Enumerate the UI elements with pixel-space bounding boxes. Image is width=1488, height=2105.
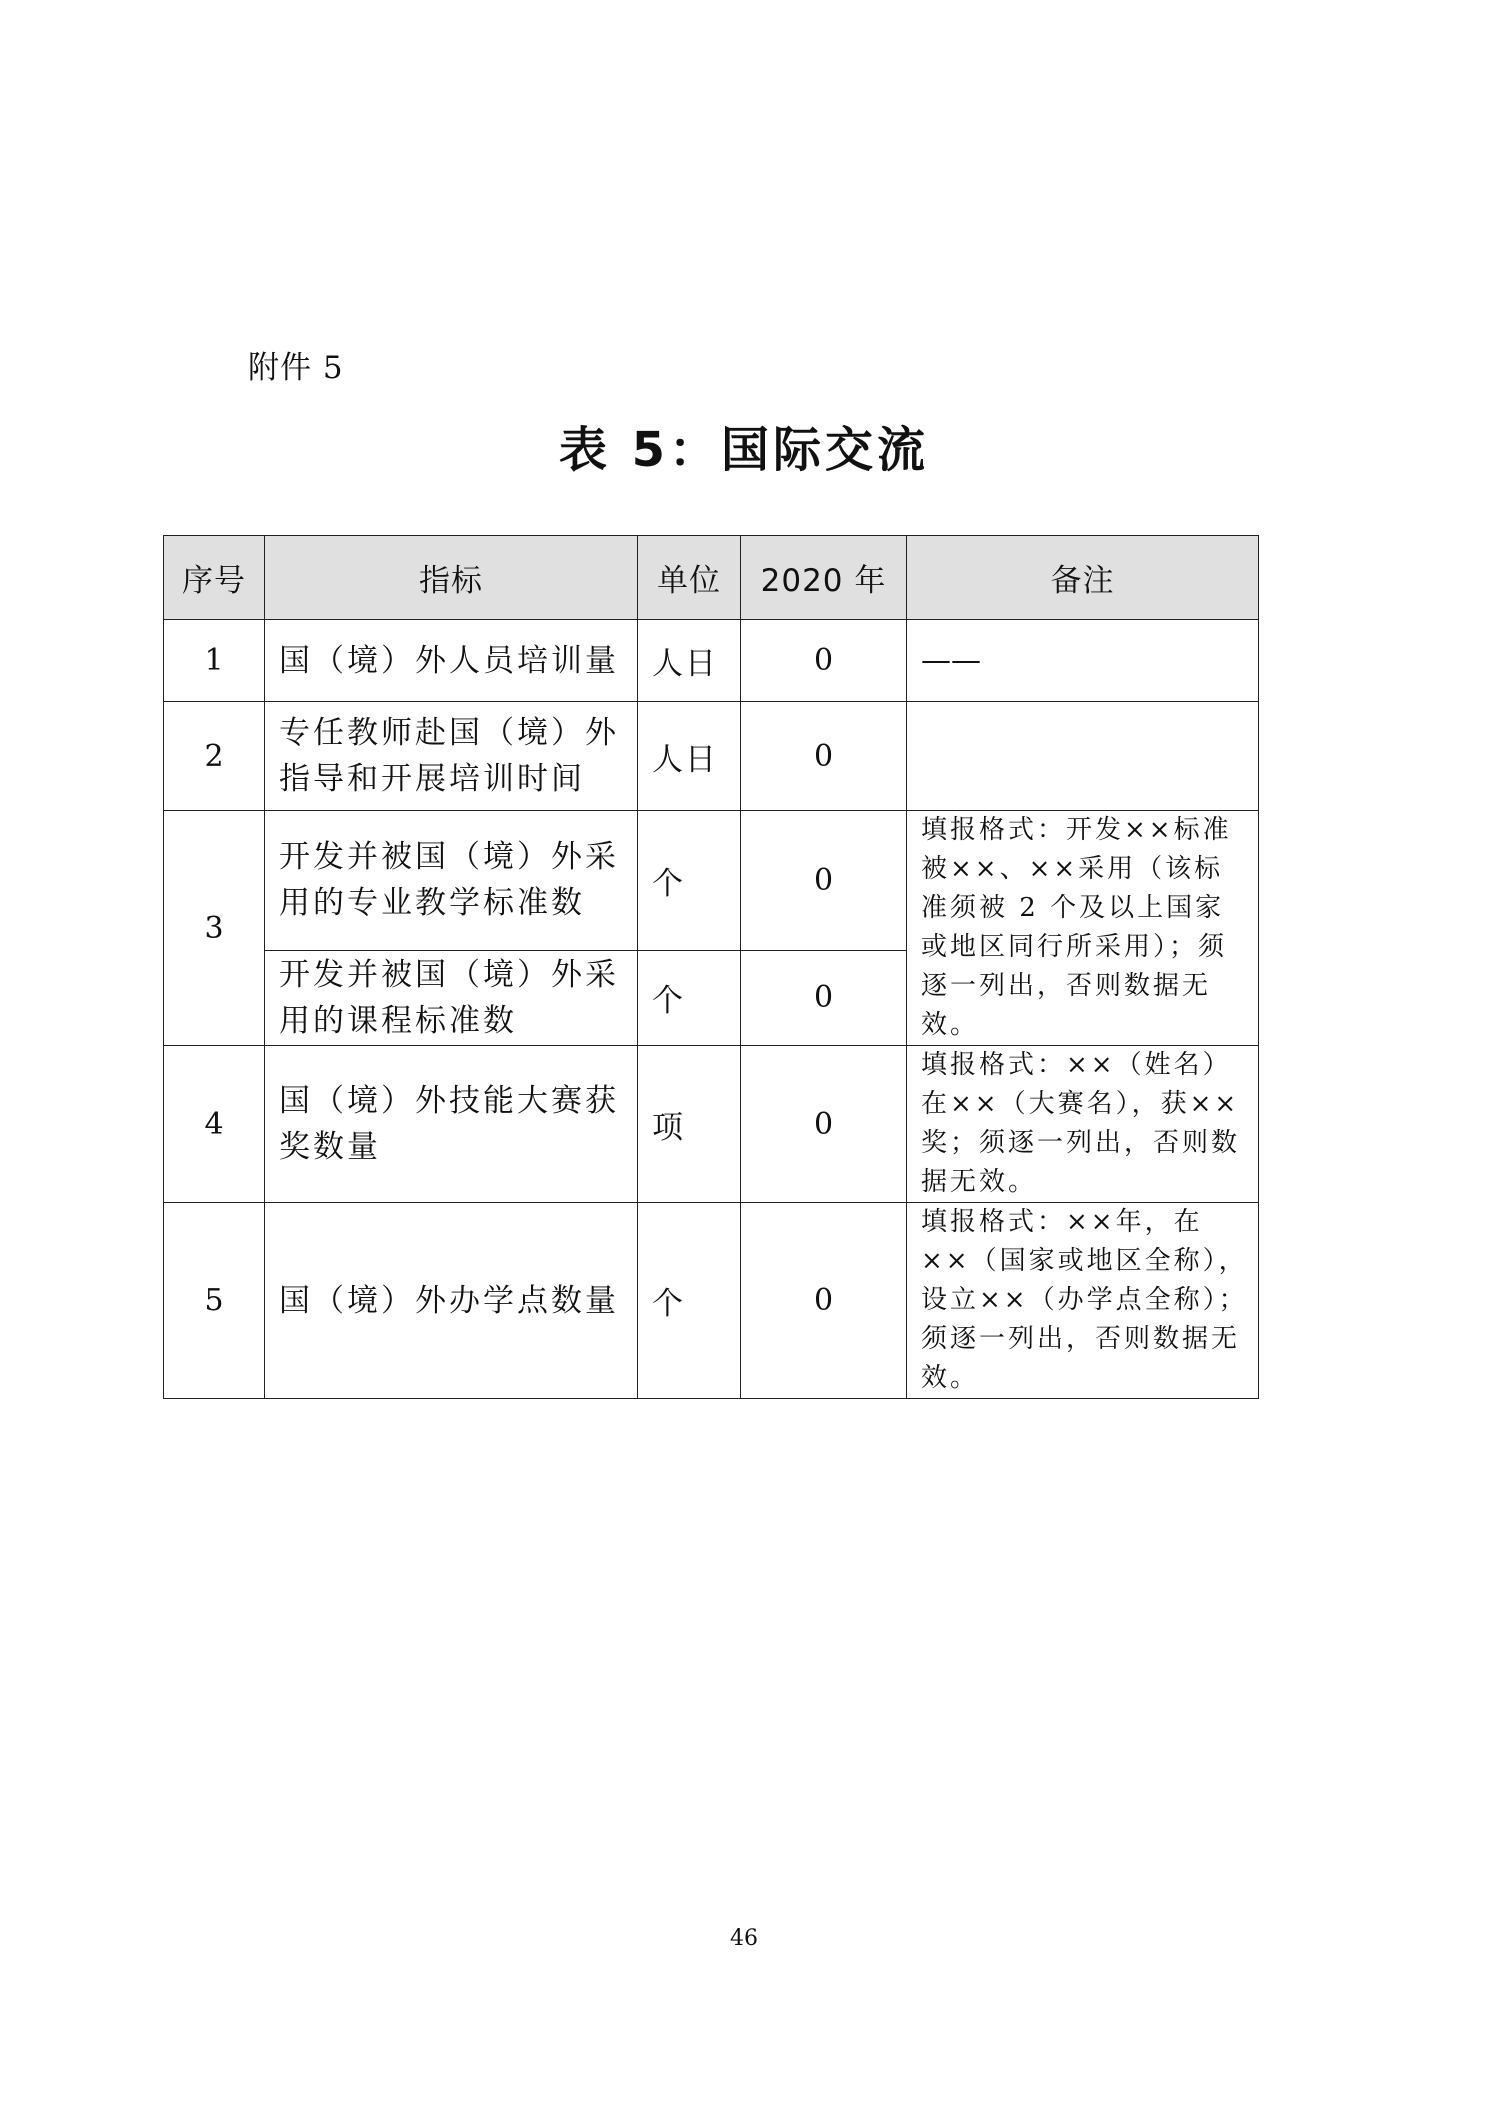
table-row: [164, 811, 1259, 951]
cell-unit: 人日: [638, 620, 741, 702]
cell-value: 0: [741, 702, 907, 811]
cell-note: 填报格式：××年，在××（国家或地区全称），设立××（办学点全称）；须逐一列出，否则数据无效。: [907, 1203, 1259, 1399]
header-year: 2020 年: [741, 536, 907, 620]
table-row: [164, 702, 1259, 811]
cell-indicator: 开发并被国（境）外采用的专业教学标准数: [265, 811, 638, 951]
cell-note: 填报格式：开发××标准被××、××采用（该标准须被 2 个及以上国家或地区同行所采用）；须逐一列出，否则数据无效。: [907, 811, 1259, 1046]
international-exchange-table: [163, 535, 1259, 1399]
cell-value: 0: [741, 950, 907, 1045]
cell-unit: 人日: [638, 702, 741, 811]
page-number: 46: [730, 1926, 758, 1951]
cell-note: 填报格式：××（姓名）在××（大赛名），获××奖；须逐一列出，否则数据无效。: [907, 1046, 1259, 1203]
table-row: [164, 1203, 1259, 1399]
cell-indicator: 开发并被国（境）外采用的课程标准数: [265, 950, 638, 1045]
cell-unit: 个: [638, 1203, 741, 1399]
cell-seq: 5: [164, 1203, 265, 1399]
cell-unit: 项: [638, 1046, 741, 1203]
cell-value: 0: [741, 1046, 907, 1203]
header-indicator: 指标: [265, 536, 638, 620]
table-row: [164, 620, 1259, 702]
cell-indicator: 国（境）外人员培训量: [265, 620, 638, 702]
cell-seq: 2: [164, 702, 265, 811]
cell-value: 0: [741, 1203, 907, 1399]
cell-unit: 个: [638, 950, 741, 1045]
cell-indicator: 专任教师赴国（境）外指导和开展培训时间: [265, 702, 638, 811]
cell-value: 0: [741, 620, 907, 702]
cell-indicator: 国（境）外技能大赛获奖数量: [265, 1046, 638, 1203]
cell-unit: 个: [638, 811, 741, 951]
table-row: [164, 1046, 1259, 1203]
cell-seq: 3: [164, 811, 265, 1046]
header-seq: 序号: [164, 536, 265, 620]
cell-note: ——: [907, 620, 1259, 702]
cell-value: 0: [741, 811, 907, 951]
cell-seq: 4: [164, 1046, 265, 1203]
document-title: 表 5：国际交流: [558, 422, 930, 478]
cell-note: [907, 702, 1259, 811]
cell-seq: 1: [164, 620, 265, 702]
cell-indicator: 国（境）外办学点数量: [265, 1203, 638, 1399]
header-unit: 单位: [638, 536, 741, 620]
header-note: 备注: [907, 536, 1259, 620]
attachment-label: 附件 5: [248, 350, 344, 386]
table-header-row: [164, 536, 1259, 620]
